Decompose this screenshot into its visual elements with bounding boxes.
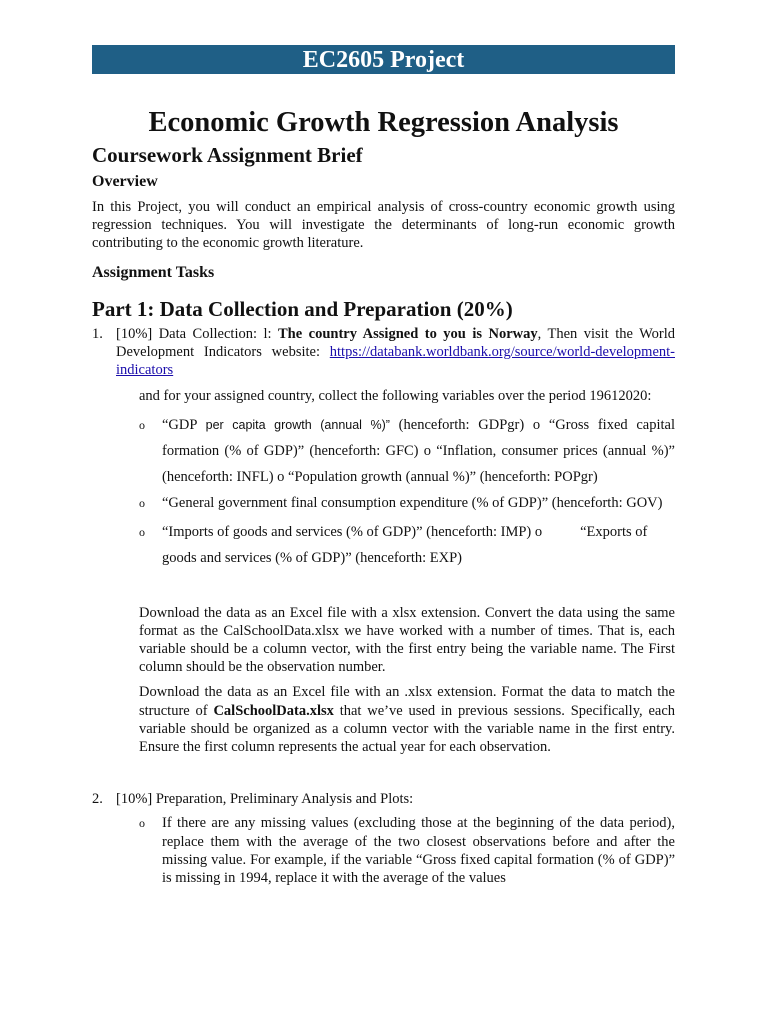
task-item-1-prefix: [10%] Data Collection: l: xyxy=(116,325,279,342)
bullet-marker: o xyxy=(139,496,145,511)
list-item: o If there are any missing values (excluding those at the beginning of the data period), replace them with the average of the two closest observations before and after the missing value. For example, if the variable “Gross fixed capital formation (% of GDP)” is missing in 1994, replace it with the average of the values xyxy=(139,815,675,887)
preparation-bullet-list xyxy=(92,814,675,887)
variable-bullet-list xyxy=(92,412,675,570)
bullet-marker: o xyxy=(139,816,145,831)
document-subtitle: Coursework Assignment Brief xyxy=(92,143,363,167)
task-item-1 xyxy=(92,325,675,380)
overview-heading: Overview xyxy=(92,173,158,190)
list-item: o “Imports of goods and services (% of GDP)” (henceforth: IMP) o “Exports of goods and services (% of GDP)” (henceforth: EXP) xyxy=(92,519,675,571)
bullet-marker: o xyxy=(139,418,145,433)
document-title: Economic Growth Regression Analysis xyxy=(148,107,619,138)
bullet-marker: o xyxy=(532,417,541,434)
overview-paragraph: In this Project, you will conduct an empirical analysis of cross-country economic growth using regression techniques. You will investigate the determinants of long-run economic growth contributing to the economic growth literature. xyxy=(92,199,675,252)
task-item-1-number: 1. xyxy=(92,325,103,342)
list-item: o “General government final consumption expenditure (% of GDP)” (henceforth: GOV) xyxy=(139,495,663,512)
assignment-tasks-heading: Assignment Tasks xyxy=(92,263,215,281)
bullet-marker: o xyxy=(139,524,145,539)
task-item-1-suffix: , Then visit the World Development Indicators website: xyxy=(116,325,675,360)
download-instructions-2: Download the data as an Excel file with an .xlsx extension. Format the data to match the structure of CalSchoolData.xlsx that we’ve used in previous sessions. Specifically, each variable should be organized as a column vector with the variable name in the first entry. Ensure the first column represents the actual year for each observation. xyxy=(139,684,675,756)
part1-heading: Part 1: Data Collection and Preparation (20%) xyxy=(92,296,513,321)
bullet-marker: o xyxy=(423,443,431,460)
worldbank-link[interactable]: https://databank.worldbank.org/source/world-development-indicators xyxy=(116,343,675,379)
download-instructions-1: Download the data as an Excel file with a xlsx extension. Convert the data using the same format as the CalSchoolData.xlsx we have worked with a number of times. That is, each variable should be a column vector, with the first entry being the variable name. The First column should be the observation number. xyxy=(139,604,675,676)
task-item-2 xyxy=(92,790,675,808)
list-item: o “GDP per capita growth (annual %)” (henceforth: GDPgr) o “Gross fixed capital formation (% of GDP)” (henceforth: GFC) o “Inflation, consumer prices (annual %)” (henceforth: INFL) o “Population growth (annual %)” (henceforth: POPgr) xyxy=(92,412,675,490)
bullet-marker: o xyxy=(534,523,543,540)
collection-period-text: and for your assigned country, collect the following variables over the period 19612020: xyxy=(139,388,652,405)
document-page xyxy=(92,45,675,887)
bullet-marker: o xyxy=(277,469,285,486)
calschooldata-filename: CalSchoolData.xlsx xyxy=(213,702,334,719)
task-item-2-text: [10%] Preparation, Preliminary Analysis and Plots: xyxy=(116,791,414,808)
assigned-country-text: The country Assigned to you is Norway xyxy=(278,325,538,342)
project-banner: EC2605 Project xyxy=(92,45,675,74)
task-item-2-number: 2. xyxy=(92,791,103,808)
